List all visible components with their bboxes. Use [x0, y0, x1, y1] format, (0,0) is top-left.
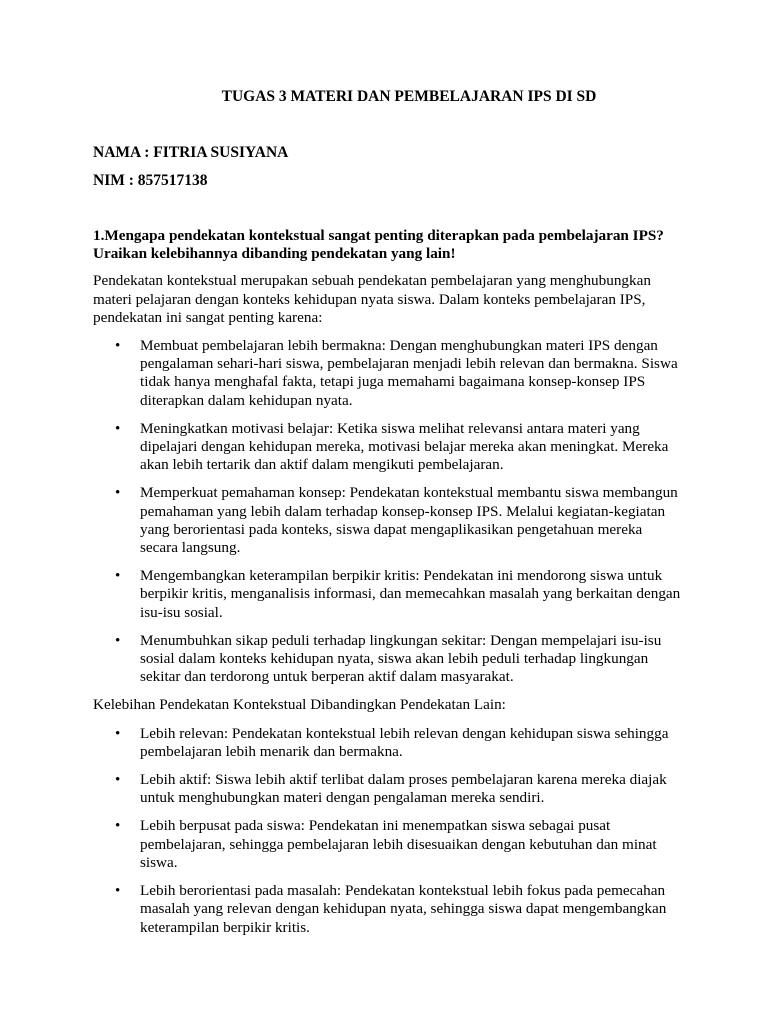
list-item: [93, 632, 683, 687]
bullet-icon: •: [115, 724, 121, 742]
question-text: 1.Mengapa pendekatan kontekstual sangat penting diterapkan pada pembelajaran IPS? Uraikan kelebihannya dibanding pendekatan yang lain!: [93, 227, 664, 263]
list-item-text: Lebih aktif: Siswa lebih aktif terlibat dalam proses pembelajaran karena mereka diajak untuk menghubungkan materi dengan pengalaman mereka sendiri.: [140, 771, 667, 807]
bullet-icon: •: [115, 567, 121, 585]
list-item: [93, 882, 683, 937]
list-item-text: Meningkatkan motivasi belajar: Ketika siswa melihat relevansi antara materi yang dipelajari dengan kehidupan mereka, motivasi belajar mereka akan meningkat. Mereka akan lebih tertarik dan aktif dalam mengikuti pembelajaran.: [140, 419, 669, 474]
advantages-heading: Kelebihan Pendekatan Kontekstual Dibandingkan Pendekatan Lain:: [93, 696, 506, 714]
list-item-text: Mengembangkan keterampilan berpikir kritis: Pendekatan ini mendorong siswa untuk berpikir kritis, menganalisis informasi, dan memecahkan masalah yang berkaitan dengan isu-isu sosial.: [140, 567, 681, 621]
bullet-icon: •: [115, 882, 121, 900]
student-nim: NIM : 857517138: [93, 172, 208, 189]
reasons-list: [93, 337, 683, 686]
list-item: [93, 337, 683, 410]
list-item: [93, 420, 683, 475]
list-item-text: Membuat pembelajaran lebih bermakna: Dengan menghubungkan materi IPS dengan pengalaman sehari-hari siswa, pembelajaran menjadi lebih relevan dan bermakna. Siswa tidak hanya menghafal fakta, tetapi juga memahami bagaimana konsep-konsep IPS diterapkan dalam kehidupan nyata.: [140, 337, 678, 409]
list-item-text: Lebih berpusat pada siswa: Pendekatan ini menempatkan siswa sebagai pusat pembelajaran, sehingga pembelajaran lebih disesuaikan dengan kebutuhan dan minat siswa.: [140, 817, 657, 871]
list-item-text: Memperkuat pemahaman konsep: Pendekatan kontekstual membantu siswa membangun pemahaman yang lebih dalam terhadap konsep-konsep IPS. Melalui kegiatan-kegiatan yang berorientasi pada konteks, siswa dapat mengaplikasikan pengetahuan mereka secara langsung.: [140, 484, 678, 557]
list-item: [93, 771, 683, 807]
list-item: [93, 567, 683, 622]
list-item-text: Lebih relevan: Pendekatan kontekstual lebih relevan dengan kehidupan siswa sehingga pembelajaran lebih menarik dan bermakna.: [140, 724, 669, 760]
bullet-icon: •: [115, 631, 121, 649]
advantages-list: [93, 725, 683, 937]
bullet-icon: •: [115, 337, 121, 355]
document-title: TUGAS 3 MATERI DAN PEMBELAJARAN IPS DI SD: [221, 88, 597, 105]
list-item: [93, 817, 683, 872]
student-name: NAMA : FITRIA SUSIYANA: [93, 144, 289, 161]
document-body: [93, 227, 683, 947]
bullet-icon: •: [115, 419, 121, 437]
intro-paragraph: Pendekatan kontekstual merupakan sebuah pendekatan pembelajaran yang menghubungkan materi pelajaran dengan konteks kehidupan nyata siswa. Dalam konteks pembelajaran IPS, pendekatan ini sangat penting karena:: [93, 272, 651, 326]
bullet-icon: •: [115, 771, 121, 789]
bullet-icon: •: [115, 817, 121, 835]
list-item: [93, 725, 683, 761]
bullet-icon: •: [115, 484, 121, 502]
list-item: [93, 484, 683, 557]
list-item-text: Menumbuhkan sikap peduli terhadap lingkungan sekitar: Dengan mempelajari isu-isu sosial dalam konteks kehidupan nyata, siswa akan lebih peduli terhadap lingkungan sekitar dan terdorong untuk berperan aktif dalam masyarakat.: [140, 631, 662, 686]
list-item-text: Lebih berorientasi pada masalah: Pendekatan kontekstual lebih fokus pada pemecahan masalah yang relevan dengan kehidupan nyata, sehingga siswa dapat mengembangkan keterampilan berpikir kritis.: [140, 882, 667, 936]
